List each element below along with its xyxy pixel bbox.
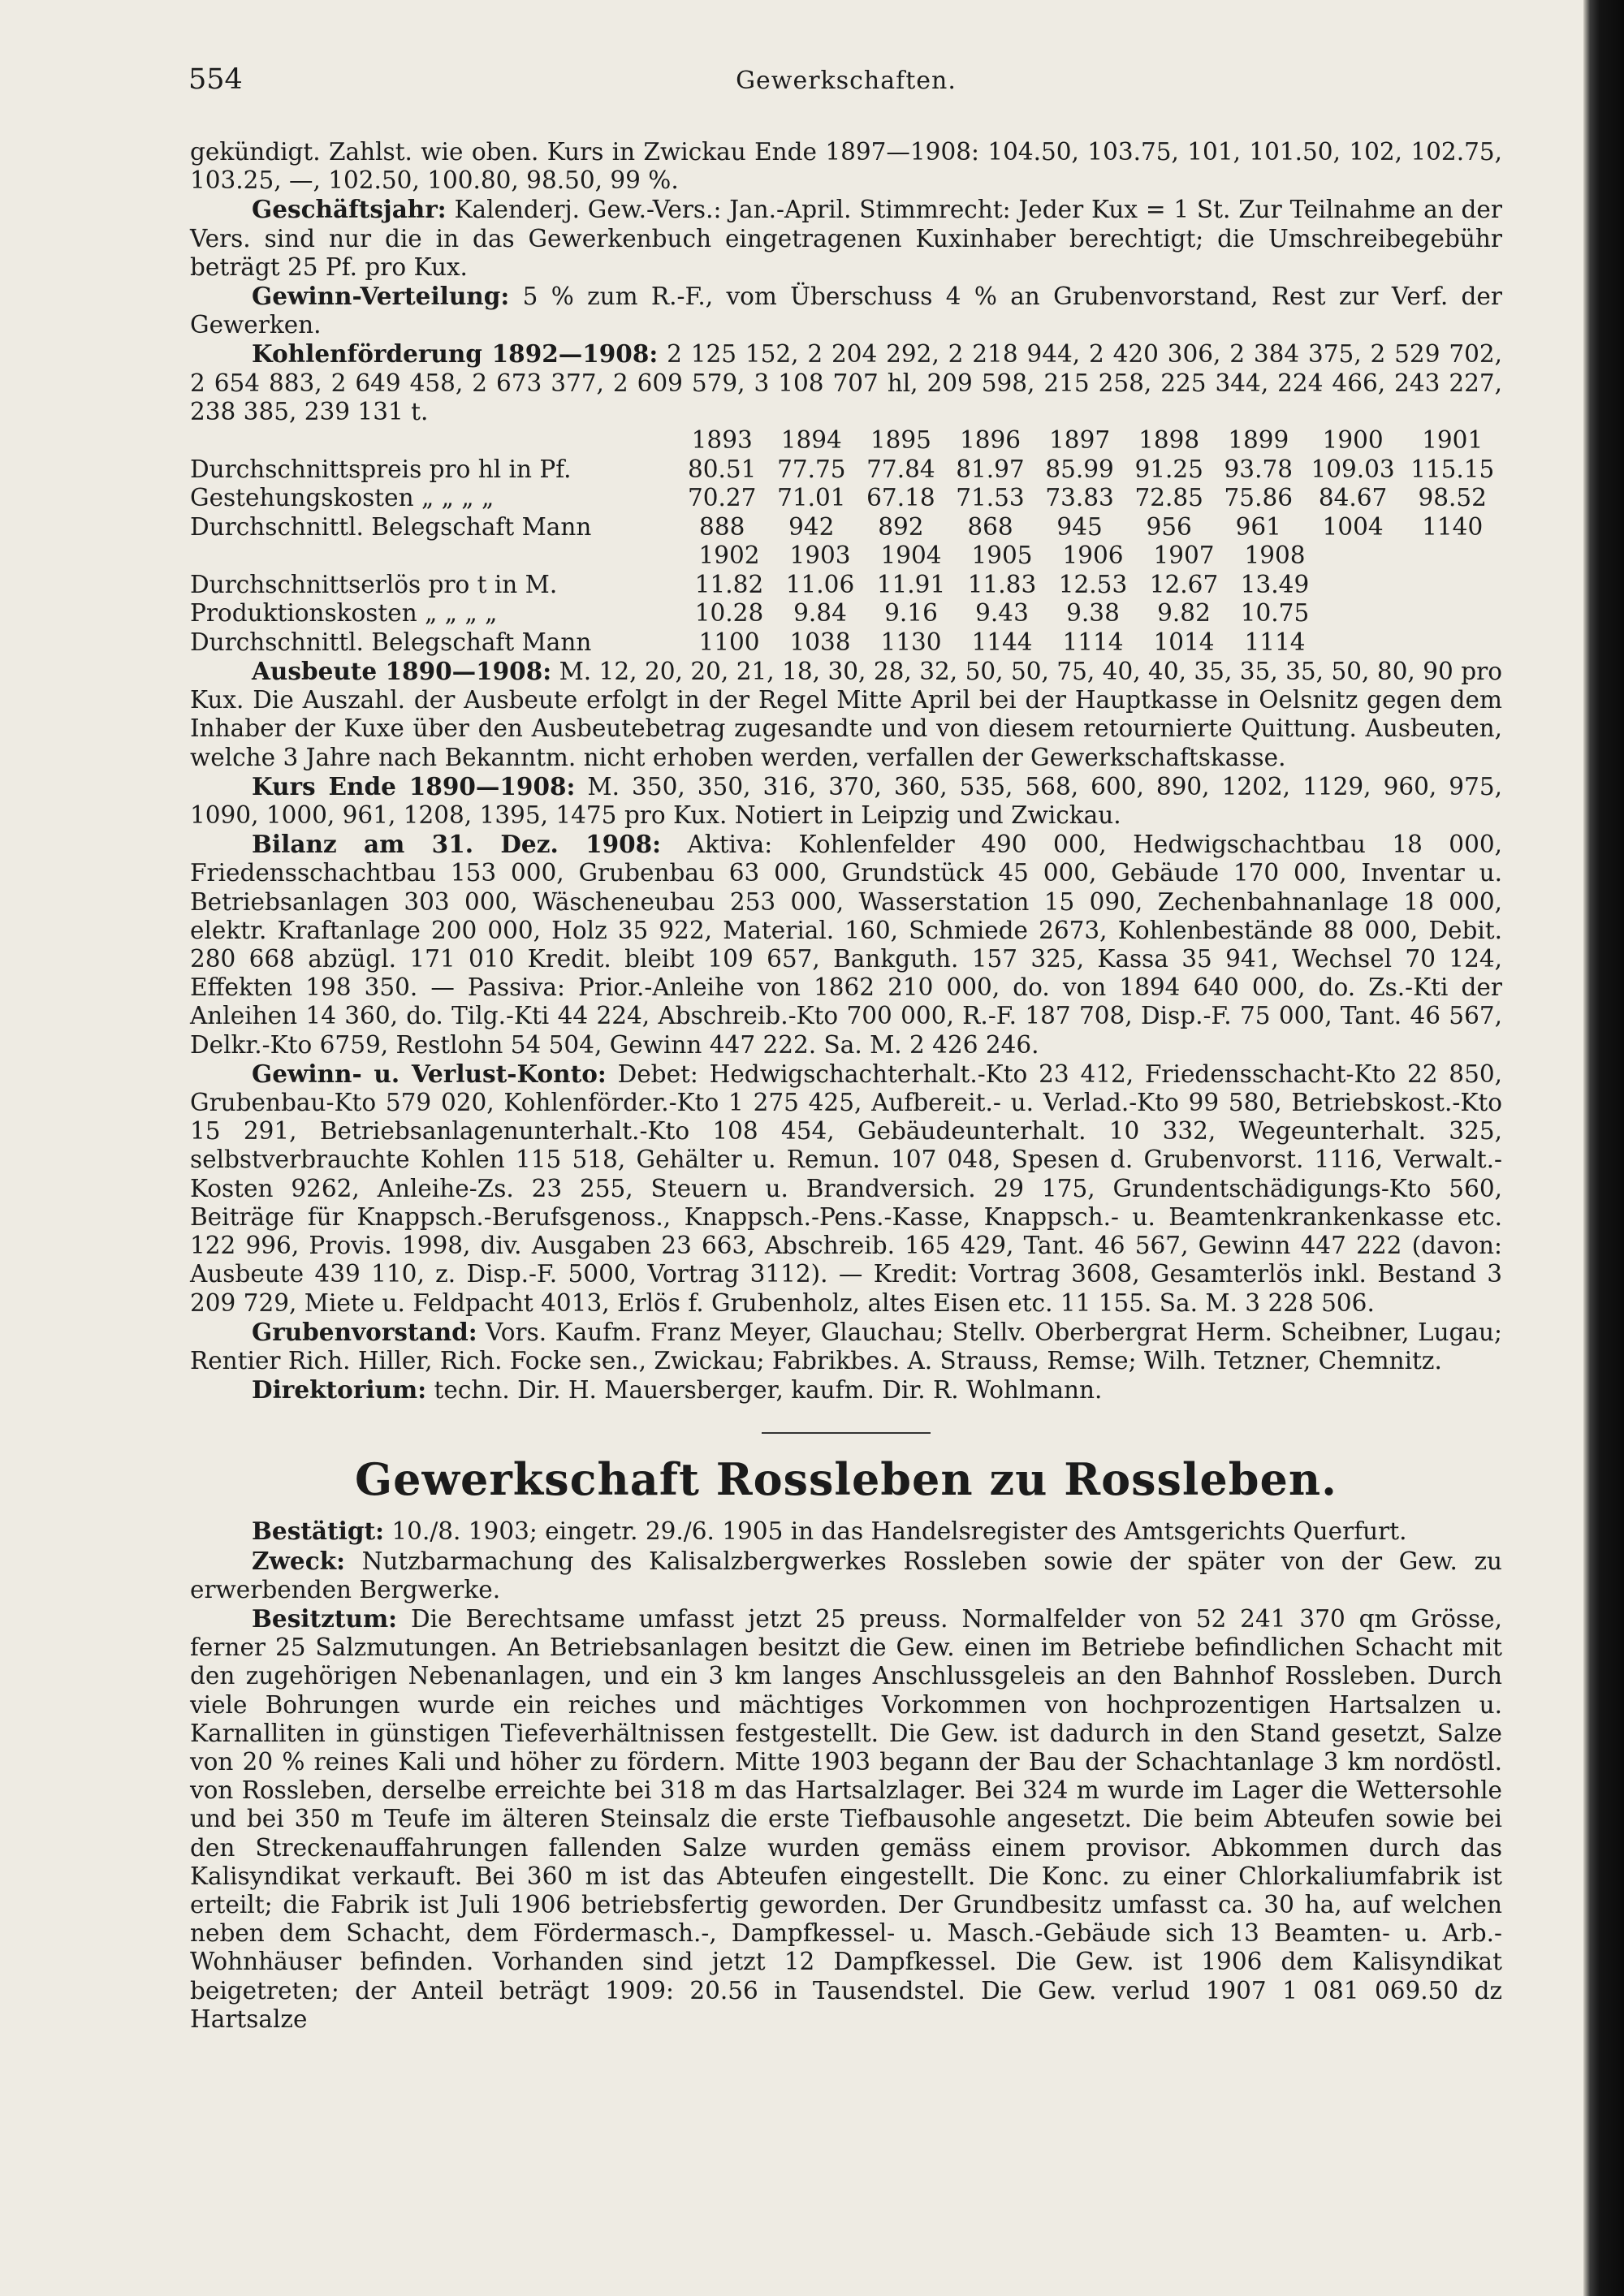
table-corner	[190, 542, 684, 571]
value-cell: 85.99	[1045, 455, 1114, 483]
year-cell: 1896	[959, 426, 1021, 455]
year-cell: 1897	[1049, 426, 1111, 455]
year-cell: 1898	[1138, 426, 1200, 455]
book-binding-edge	[1583, 0, 1624, 2296]
statistics-table-1893-1901	[190, 426, 1502, 542]
table-row	[190, 484, 1502, 513]
year-cell: 1907	[1153, 542, 1215, 570]
value-cell: 75.86	[1224, 484, 1293, 512]
year-cell: 1901	[1422, 426, 1484, 455]
value-cell: 98.52	[1418, 484, 1487, 512]
year-cell: 1904	[880, 542, 942, 570]
year-cell: 1906	[1062, 542, 1124, 570]
paragraph-text: 5 % zum R.-F., vom Überschuss 4 % an Grubenvorstand, Rest zur Verf. der Gewerken.	[190, 283, 1502, 339]
paragraph-kurs	[190, 772, 1502, 830]
value-cell: 11.91	[876, 570, 946, 598]
paragraph-text: Debet: Hedwigschachterhalt.-Kto 23 412, Friedensschacht-Kto 22 850, Grubenbau-Kto 579 020, Kohlenförder.-Kto 1 275 425, Aufbereit.- u. Verlad.-Kto 99 580, Betriebskost.-Kto 15 291, Betriebsanlagenunterhalt.-Kto 108 454, Gebäudeunterhalt. 10 332, Wegeunterhalt. 325, selbstverbrauchte Kohlen 115 518, Gehälter u. Remun. 107 048, Spesen d. Grubenvorst. 1116, Verwalt.-Kosten 9262, Anleihe-Zs. 23 255, Steuern u. Brandversich. 29 175, Grundentschädigungs-Kto 560, Beiträge für Knappsch.-Berufsgenoss., Knappsch.-Pens.-Kasse, Knappsch.- u. Beamtenkrankenkasse etc. 122 996, Provis. 1998, div. Ausgaben 23 663, Abschreib. 165 429, Tant. 46 567, Gewinn 447 222 (davon: Ausbeute 439 110, z. Disp.-F. 5000, Vortrag 3112). — Kredit: Vortrag 3608, Gesamterlös inkl. Bestand 3 209 729, Miete u. Feldpacht 4013, Erlös f. Grubenholz, altes Eisen etc. 11 155. Sa. M. 3 228 506.	[190, 1060, 1502, 1317]
row-label: Durchschnittserlös pro t in M.	[190, 570, 558, 598]
table-row	[190, 455, 1502, 485]
paragraph-besitztum	[190, 1604, 1502, 2034]
value-cell: 9.43	[975, 599, 1029, 628]
paragraph-label: Bestätigt:	[252, 1517, 385, 1546]
paragraph-text: Die Berechtsame umfasst jetzt 25 preuss. Normalfelder von 52 241 370 qm Grösse, ferner 25 Salzmutungen. An Betriebsanlagen besitzt die Gew. einen im Betriebe befindlichen Schacht mit den zugehörigen Nebenanlagen, und ein 3 km langes Anschlussgeleis an den Bahnhof Rossleben. Durch viele Bohrungen wurde ein reiches und mächtiges Vorkommen von hochprozentigen Hartsalzen u. Karnalliten in günstigen Tiefeverhältnissen festgestellt. Die Gew. ist dadurch in den Stand gesetzt, Salze von 20 % reines Kali und höher zu fördern. Mitte 1903 begann der Bau der Schachtanlage 3 km nordöstl. von Rossleben, derselbe erreichte bei 318 m das Hartsalzlager. Bei 324 m wurde im Lager die Wettersohle und bei 350 m Teufe im älteren Steinsalz die erste Tiefbausohle angesetzt. Die beim Abteufen sowie bei den Streckenauffahrungen fallenden Salze wurden gemäss einem provisor. Abkommen durch das Kalisyndikat verkauft. Bei 360 m ist das Abteufen eingestellt. Die Konc. zu einer Chlorkaliumfabrik ist erteilt; die Fabrik ist Juli 1906 betriebsfertig geworden. Der Grundbesitz umfasst ca. 30 ha, auf welchen neben dem Schacht, dem Fördermasch.-, Dampfkessel- u. Masch.-Gebäude sich 13 Beamten- u. Arb.-Wohnhäuser befinden. Vorhanden sind jetzt 12 Dampfkessel. Die Gew. ist 1906 dem Kalisyndikat beigetreten; der Anteil beträgt 1909: 20.56 in Tausendstel. Die Gew. verlud 1907 1 081 069.50 dz Hartsalze	[190, 1604, 1502, 2033]
value-cell: 73.83	[1045, 484, 1114, 512]
value-cell: 9.38	[1066, 599, 1120, 628]
value-cell: 72.85	[1134, 484, 1203, 512]
value-cell: 84.67	[1318, 484, 1388, 512]
statistics-table-1902-1908	[190, 542, 1320, 657]
paragraph-gewinn-verlust	[190, 1060, 1502, 1318]
value-cell: 77.84	[866, 455, 935, 483]
value-cell: 109.03	[1311, 455, 1395, 483]
paragraph-label: Gewinn-Verteilung:	[252, 282, 510, 311]
value-cell: 70.27	[687, 484, 757, 512]
value-cell: 12.67	[1149, 570, 1219, 598]
paragraph-text: 2 125 152, 2 204 292, 2 218 944, 2 420 306, 2 384 375, 2 529 702, 2 654 883, 2 649 458, 2 673 377, 2 609 579, 3 108 707 hl, 209 598, 215 258, 225 344, 224 466, 243 227, 238 385, 239 131 t.	[190, 340, 1503, 425]
paragraph-text: Aktiva: Kohlenfelder 490 000, Hedwigschachtbau 18 000, Friedensschachtbau 153 000, Grubenbau 63 000, Grundstück 45 000, Gebäude 170 000, Inventar u. Betriebsanlagen 303 000, Wäscheneubau 253 000, Wasserstation 15 090, Zechenbahnanlage 18 000, elektr. Kraftanlage 200 000, Holz 35 922, Material. 160, Schmiede 2673, Kohlenbestände 88 000, Debit. 280 668 abzügl. 171 010 Kredit. bleibt 109 657, Bankguth. 157 325, Kassa 35 941, Wechsel 70 124, Effekten 198 350. — Passiva: Prior.-Anleihe von 1862 210 000, do. von 1894 640 000, do. Zs.-Kti der Anleihen 14 360, do. Tilg.-Kti 44 224, Abschreib.-Kto 700 000, R.-F. 187 708, Disp.-F. 75 000, Tant. 46 567, Delkr.-Kto 6759, Restlohn 54 504, Gewinn 447 222. Sa. M. 2 426 246.	[190, 831, 1502, 1059]
value-cell: 1130	[880, 628, 942, 656]
value-cell: 81.97	[956, 455, 1025, 483]
table-row	[190, 628, 1320, 658]
paragraph-bestaetigt	[190, 1517, 1502, 1546]
paragraph-text: Vors. Kaufm. Franz Meyer, Glauchau; Stellv. Oberbergrat Herm. Scheibner, Lugau; Rentier Rich. Hiller, Rich. Focke sen., Zwickau; Fabrikbes. A. Strauss, Remse; Wilh. Tetzner, Chemnitz.	[190, 1318, 1502, 1375]
paragraph-text: Nutzbarmachung des Kalisalzbergwerkes Rossleben sowie der später von der Gew. zu erwerbenden Bergwerke.	[190, 1547, 1502, 1603]
value-cell: 115.15	[1410, 455, 1495, 483]
value-cell: 1144	[971, 628, 1033, 656]
year-cell: 1899	[1228, 426, 1289, 455]
value-cell: 1140	[1422, 512, 1484, 541]
paragraph-kohlenfoerderung	[190, 339, 1502, 426]
year-cell: 1902	[698, 542, 760, 570]
paragraph-label: Kurs Ende 1890—1908:	[252, 771, 576, 801]
value-cell: 10.75	[1240, 599, 1310, 628]
paragraph-label: Grubenvorstand:	[252, 1317, 477, 1346]
paragraph-gewinn-verteilung	[190, 282, 1502, 339]
table-row	[190, 513, 1502, 542]
section-title: Gewerkschaft Rossleben zu Rossleben.	[355, 1453, 1337, 1506]
row-label: Gestehungskosten „ „ „ „	[190, 484, 495, 512]
value-cell: 942	[788, 512, 835, 541]
value-cell: 91.25	[1134, 455, 1203, 483]
paragraph-label: Besitztum:	[252, 1603, 398, 1633]
value-cell: 71.01	[777, 484, 846, 512]
value-cell: 77.75	[777, 455, 846, 483]
value-cell: 1114	[1244, 628, 1306, 656]
paragraph-label: Kohlenförderung 1892—1908:	[252, 339, 659, 369]
paragraph-label: Geschäftsjahr:	[252, 195, 447, 224]
value-cell: 12.53	[1058, 570, 1128, 598]
paragraph-label: Bilanz am 31. Dez. 1908:	[252, 830, 662, 859]
value-cell: 1004	[1322, 512, 1384, 541]
table-corner	[190, 426, 677, 455]
value-cell: 1014	[1153, 628, 1215, 656]
paragraph-direktorium	[190, 1375, 1502, 1405]
year-cell: 1893	[691, 426, 753, 455]
paragraph-text: gekündigt. Zahlst. wie oben. Kurs in Zwickau Ende 1897—1908: 104.50, 103.75, 101, 101.50, 102, 102.75, 103.25, —, 102.50, 100.80, 98.50, 99 %.	[190, 138, 1502, 195]
section-divider	[762, 1432, 931, 1434]
value-cell: 1038	[789, 628, 851, 656]
paragraph-label: Gewinn- u. Verlust-Konto:	[252, 1059, 607, 1088]
paragraph-text: 10./8. 1903; eingetr. 29./6. 1905 in das Handelsregister des Amtsgerichts Querfurt.	[384, 1517, 1407, 1546]
value-cell: 956	[1146, 512, 1192, 541]
paragraph-text: Kalenderj. Gew.-Vers.: Jan.-April. Stimmrecht: Jeder Kux = 1 St. Zur Teilnahme an der Vers. sind nur die in das Gewerkenbuch eingetragenen Kuxinhaber berechtigt; die Umschreibegebühr beträgt 25 Pf. pro Kux.	[190, 196, 1502, 281]
year-cell: 1900	[1322, 426, 1384, 455]
value-cell: 80.51	[687, 455, 757, 483]
text-column	[190, 138, 1502, 2034]
year-cell: 1905	[971, 542, 1033, 570]
table-row	[190, 571, 1320, 600]
page-header	[188, 63, 1504, 104]
value-cell: 1100	[698, 628, 760, 656]
value-cell: 888	[699, 512, 745, 541]
paragraph-grubenvorstand	[190, 1318, 1502, 1375]
value-cell: 945	[1056, 512, 1103, 541]
row-label: Produktionskosten „ „ „ „	[190, 599, 498, 628]
paragraph-ausbeute	[190, 657, 1502, 772]
page-number: 554	[188, 63, 243, 96]
paragraph-kurs-continuation	[190, 138, 1502, 195]
table-year-row	[190, 426, 1502, 455]
paragraph-label: Zweck:	[252, 1546, 345, 1575]
paragraph-geschaeftsjahr	[190, 195, 1502, 282]
value-cell: 9.84	[793, 599, 847, 628]
table-row	[190, 599, 1320, 628]
value-cell: 868	[967, 512, 1013, 541]
value-cell: 11.06	[785, 570, 855, 598]
paragraph-text: techn. Dir. H. Mauersberger, kaufm. Dir. R. Wohlmann.	[426, 1376, 1103, 1405]
value-cell: 961	[1235, 512, 1281, 541]
running-title: Gewerkschaften.	[736, 67, 957, 95]
paragraph-zweck	[190, 1547, 1502, 1604]
year-cell: 1895	[870, 426, 931, 455]
value-cell: 13.49	[1240, 570, 1310, 598]
value-cell: 11.83	[967, 570, 1037, 598]
year-cell: 1908	[1244, 542, 1306, 570]
value-cell: 10.28	[694, 599, 764, 628]
value-cell: 1114	[1062, 628, 1124, 656]
value-cell: 9.16	[884, 599, 938, 628]
row-label: Durchschnittl. Belegschaft Mann	[190, 628, 592, 656]
paragraph-text: M. 350, 350, 316, 370, 360, 535, 568, 600, 890, 1202, 1129, 960, 975, 1090, 1000, 961, 1208, 1395, 1475 pro Kux. Notiert in Leipzig und Zwickau.	[190, 772, 1502, 830]
row-label: Durchschnittspreis pro hl in Pf.	[190, 455, 572, 483]
value-cell: 11.82	[694, 570, 764, 598]
value-cell: 93.78	[1224, 455, 1293, 483]
paragraph-label: Ausbeute 1890—1908:	[252, 657, 552, 686]
table-year-row	[190, 542, 1320, 571]
row-label: Durchschnittl. Belegschaft Mann	[190, 512, 592, 541]
year-cell: 1903	[789, 542, 851, 570]
paragraph-text: M. 12, 20, 20, 21, 18, 30, 28, 32, 50, 50, 75, 40, 40, 35, 35, 35, 50, 80, 90 pro Kux. Die Auszahl. der Ausbeute erfolgt in der Regel Mitte April bei der Hauptkasse in Oelsnitz gegen dem Inhaber der Kuxe über den Ausbeutebetrag zugesandte und von diesem retournierte Quittung. Ausbeuten, welche 3 Jahre nach Bekanntm. nicht erhoben werden, verfallen der Gewerkschaftskasse.	[190, 658, 1502, 771]
year-cell: 1894	[780, 426, 842, 455]
value-cell: 892	[878, 512, 924, 541]
value-cell: 71.53	[956, 484, 1025, 512]
paragraph-bilanz	[190, 830, 1502, 1060]
value-cell: 67.18	[866, 484, 935, 512]
value-cell: 9.82	[1157, 599, 1211, 628]
paragraph-label: Direktorium:	[252, 1375, 427, 1405]
